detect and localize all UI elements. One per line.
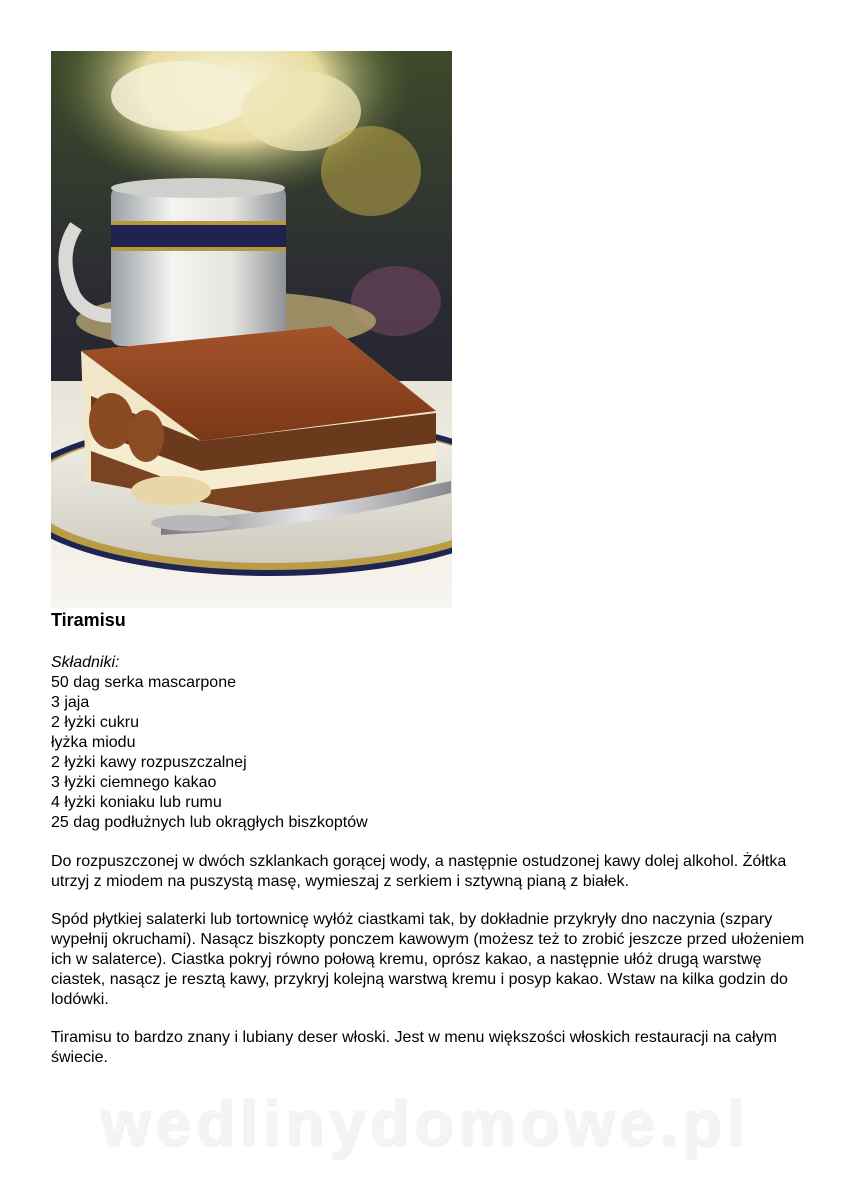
ingredient-item: 3 jaja <box>51 694 90 711</box>
ingredients-label: Składniki: <box>51 654 120 671</box>
tiramisu-photo <box>51 51 452 608</box>
instructions-paragraph: Spód płytkiej salaterki lub tortownicę wyłóż ciastkami tak, by dokładnie przykryły dno naczynia (szpary wypełnij okruchami). Nasącz biszkopty ponczem kawowym (możesz też to zrobić jeszcze przed ułożeniem ich w salaterce). Ciastka pokryj równo połową kremu, oprósz kakao, a następnie ułóż drugą warstwę ciastek, nasącz je resztą kawy, przykryj kolejną warstwą kremu i posyp kakao. Wstaw na kilka godzin do lodówki. <box>51 911 805 1008</box>
ingredient-item: 25 dag podłużnych lub okrągłych biszkoptów <box>51 814 368 831</box>
instructions-paragraph: Do rozpuszczonej w dwóch szklankach gorącej wody, a następnie ostudzonej kawy dolej alkohol. Żółtka utrzyj z miodem na puszystą masę, wymieszaj z serkiem i sztywną pianą z białek. <box>51 853 787 890</box>
ingredient-item: łyżka miodu <box>51 734 136 751</box>
ingredient-item: 2 łyżki cukru <box>51 714 140 731</box>
ingredient-item: 4 łyżki koniaku lub rumu <box>51 794 222 811</box>
page-title: Tiramisu <box>51 610 126 630</box>
ingredient-item: 2 łyżki kawy rozpuszczalnej <box>51 754 247 771</box>
watermark: wedlinydomowe.pl <box>100 1087 749 1159</box>
ingredient-item: 3 łyżki ciemnego kakao <box>51 774 217 791</box>
ingredients-list <box>51 653 368 833</box>
ingredient-item: 50 dag serka mascarpone <box>51 674 236 691</box>
description-paragraph: Tiramisu to bardzo znany i lubiany deser włoski. Jest w menu większości włoskich restauracji na całym świecie. <box>51 1029 777 1066</box>
